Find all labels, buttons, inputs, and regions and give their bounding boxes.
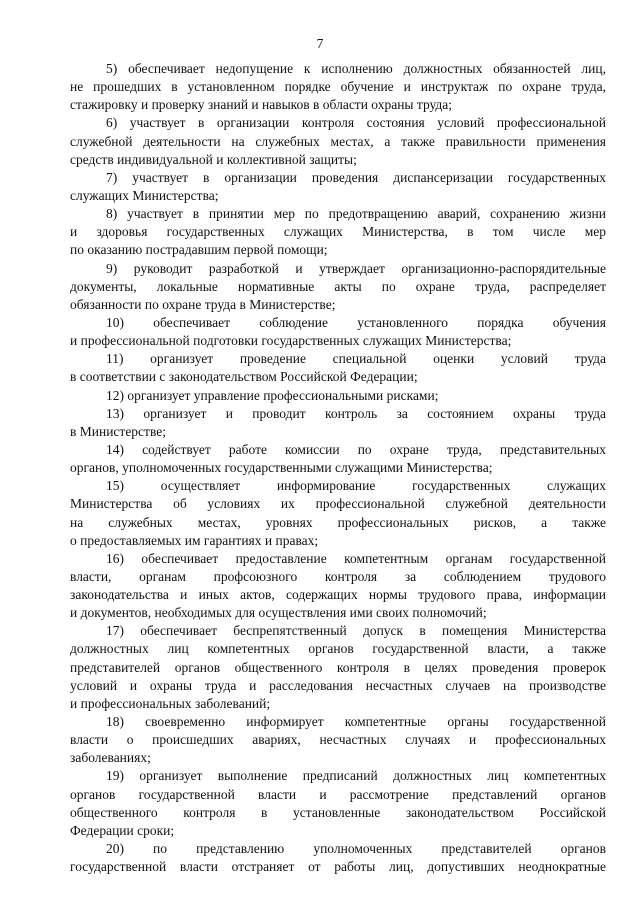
- text-line: 16) обеспечивает предоставление компетентным органам государственной: [106, 550, 606, 566]
- text-line: 19) организует выполнение предписаний должностных лиц компетентных: [106, 768, 606, 784]
- text-line: в Министерстве;: [70, 423, 166, 439]
- text-line: Федерации сроки;: [70, 822, 175, 838]
- text-line: обязанности по охране труда в Министерстве;: [70, 296, 336, 312]
- text-line: по оказанию пострадавшим первой помощи;: [70, 242, 328, 258]
- page-number: 7: [316, 36, 324, 51]
- text-line: органов, уполномоченных государственными служащими Министерства;: [70, 460, 493, 476]
- text-line: документы, локальные нормативные акты по охране труда, распределяет: [70, 278, 606, 294]
- text-line: и профессиональных заболеваний;: [70, 695, 271, 711]
- text-line: государственной власти отстраняет от работы лиц, допустивших неоднократные: [70, 859, 606, 875]
- text-line: 15) осуществляет информирование государственных служащих: [106, 478, 606, 494]
- text-line: 10) обеспечивает соблюдение установленного порядка обучения: [106, 314, 606, 330]
- text-line: власти, органам профсоюзного контроля за соблюдением трудового: [70, 568, 606, 584]
- text-line: служебной деятельности на служебных местах, а также правильности применения: [70, 133, 606, 149]
- text-line: служащих Министерства;: [70, 187, 219, 203]
- text-line: законодательства и иных актов, содержащих нормы трудового права, информации: [70, 587, 606, 603]
- text-line: в соответствии с законодательством Российской Федерации;: [70, 369, 418, 385]
- text-line: условий и охраны труда и расследования несчастных случаев на производстве: [70, 677, 606, 693]
- text-line: заболеваниях;: [70, 750, 151, 766]
- text-line: о предоставляемых им гарантиях и правах;: [70, 532, 319, 548]
- text-line: должностных лиц компетентных органов государственной власти, а также: [70, 641, 606, 657]
- text-line: 6) участвует в организации контроля состояния условий профессиональной: [106, 115, 606, 131]
- text-line: не прошедших в установленном порядке обучение и инструктаж по охране труда,: [70, 79, 606, 95]
- text-line: средств индивидуальной и коллективной защиты;: [70, 151, 357, 167]
- text-line: и здоровья государственных служащих Министерства, в том числе мер: [70, 224, 606, 240]
- text-line: 18) своевременно информирует компетентные органы государственной: [106, 714, 606, 730]
- text-line: на служебных местах, уровнях профессиональных рисков, а также: [70, 514, 606, 530]
- text-line: и документов, необходимых для осуществления ими своих полномочий;: [70, 605, 487, 621]
- text-line: 13) организует и проводит контроль за состоянием охраны труда: [106, 405, 606, 421]
- text-line: и профессиональной подготовки государственных служащих Министерства;: [70, 333, 512, 349]
- text-line: Министерства об условиях их профессиональной служебной деятельности: [70, 496, 606, 512]
- text-line: 8) участвует в принятии мер по предотвращению аварий, сохранению жизни: [106, 206, 606, 222]
- text-line: власти о происшедших авариях, несчастных случаях и профессиональных: [70, 732, 606, 748]
- text-line: представителей органов общественного контроля в целях проведения проверок: [70, 659, 606, 675]
- text-line: 5) обеспечивает недопущение к исполнению должностных обязанностей лиц,: [106, 61, 606, 76]
- text-line: 20) по представлению уполномоченных представителей органов: [106, 841, 606, 857]
- text-line: 11) организует проведение специальной оценки условий труда: [106, 351, 606, 367]
- text-line: 7) участвует в организации проведения диспансеризации государственных: [106, 169, 606, 185]
- text-line: общественного контроля в установленные законодательством Российской: [70, 804, 606, 820]
- text-line: 14) содействует работе комиссии по охране труда, представительных: [106, 441, 606, 457]
- text-line: 9) руководит разработкой и утверждает организационно-распорядительные: [106, 260, 606, 276]
- text-line: органов государственной власти и рассмотрение представлений органов: [70, 786, 606, 802]
- text-line: 17) обеспечивает беспрепятственный допуск в помещения Министерства: [106, 623, 606, 639]
- text-line: стажировку и проверку знаний и навыков в области охраны труда;: [70, 97, 453, 113]
- text-line: 12) организует управление профессиональными рисками;: [106, 387, 439, 403]
